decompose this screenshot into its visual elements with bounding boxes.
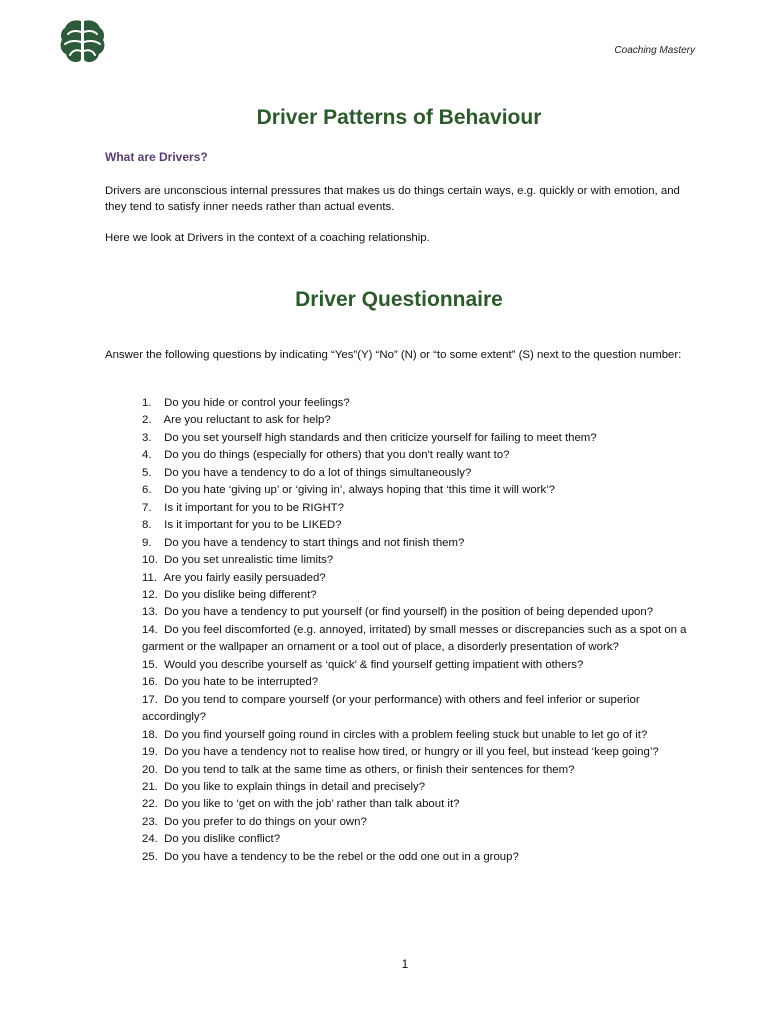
- question-item: [142, 762, 697, 779]
- question-item: [142, 604, 697, 621]
- question-item: [142, 482, 697, 499]
- header-brand-text: Coaching Mastery: [614, 45, 695, 56]
- question-text: Are you fairly easily persuaded?: [163, 571, 326, 584]
- question-text: Do you dislike being different?: [164, 588, 317, 601]
- question-text: Do you dislike conflict?: [164, 833, 281, 846]
- question-number: 1.: [142, 397, 152, 409]
- question-item: [142, 831, 697, 848]
- question-number: 21.: [142, 780, 158, 793]
- question-number: 14.: [142, 623, 158, 636]
- question-number: 24.: [142, 833, 158, 846]
- question-item: [142, 447, 697, 464]
- question-item: [142, 779, 697, 796]
- question-text: Do you have a tendency to do a lot of things simultaneously?: [164, 466, 472, 479]
- question-number: 2.: [142, 414, 152, 427]
- question-text: Do you tend to talk at the same time as others, or finish their sentences for them?: [164, 763, 575, 776]
- question-number: 17.: [142, 693, 158, 706]
- question-item: [142, 552, 697, 569]
- question-number: 11.: [142, 571, 157, 584]
- question-text: Do you tend to compare yourself (or your performance) with others and feel inferior or superior accordingly?: [142, 693, 640, 724]
- question-number: 15.: [142, 658, 158, 671]
- question-text: Do you set yourself high standards and then criticize yourself for failing to meet them?: [164, 431, 597, 444]
- question-item: [142, 465, 697, 482]
- question-text: Do you hate ‘giving up’ or ‘giving in’, always hoping that ‘this time it will work’?: [164, 484, 556, 497]
- question-number: 13.: [142, 606, 158, 619]
- question-item: [142, 796, 697, 813]
- question-text: Do you like to explain things in detail and precisely?: [164, 780, 426, 793]
- questionnaire-title: Driver Questionnaire: [295, 288, 503, 311]
- question-number: 6.: [142, 484, 152, 497]
- question-number: 22.: [142, 798, 158, 811]
- question-number: 19.: [142, 746, 158, 759]
- page-number: 1: [401, 957, 409, 971]
- question-item: [142, 727, 697, 744]
- question-item: [142, 849, 697, 866]
- page-title: Driver Patterns of Behaviour: [256, 106, 542, 129]
- question-number: 3.: [142, 431, 152, 444]
- question-text: Do you have a tendency to put yourself (or find yourself) in the position of being depended upon?: [164, 606, 654, 619]
- question-text: Do you like to ‘get on with the job’ rather than talk about it?: [164, 798, 460, 811]
- question-text: Is it important for you to be LIKED?: [164, 519, 342, 532]
- question-text: Do you have a tendency to start things and not finish them?: [164, 536, 465, 549]
- question-item: [142, 395, 697, 412]
- question-number: 5.: [142, 466, 152, 479]
- question-item: [142, 587, 697, 604]
- question-number: 18.: [142, 728, 158, 741]
- question-number: 7.: [142, 501, 152, 514]
- question-number: 8.: [142, 519, 152, 532]
- question-text: Is it important for you to be RIGHT?: [164, 501, 344, 514]
- question-text: Do you find yourself going round in circles with a problem feeling stuck but unable to let go of it?: [164, 728, 648, 741]
- question-item: [142, 657, 697, 674]
- drivers-definition-paragraph: Drivers are unconscious internal pressures that makes us do things certain ways, e.g. quickly or with emotion, and they tend to satisfy inner needs rather than actual events.: [105, 185, 680, 213]
- question-number: 4.: [142, 449, 152, 462]
- question-item: [142, 430, 697, 447]
- question-number: 20.: [142, 763, 158, 776]
- question-item: [142, 814, 697, 831]
- question-item: [142, 674, 697, 691]
- question-text: Do you hide or control your feelings?: [164, 397, 350, 409]
- question-text: Are you reluctant to ask for help?: [163, 414, 331, 427]
- question-item: [142, 744, 697, 761]
- questionnaire-instructions: Answer the following questions by indicating “Yes”(Y) “No” (N) or “to some extent” (S) next to the question number:: [105, 349, 682, 361]
- question-text: Would you describe yourself as ‘quick’ & find yourself getting impatient with others?: [164, 658, 584, 671]
- question-text: Do you feel discomforted (e.g. annoyed, irritated) by small messes or discrepancies such as a spot on a garment or the wallpaper an ornament or a tool out of place, a disorderly presentation of work?: [142, 623, 687, 654]
- question-text: Do you hate to be interrupted?: [164, 676, 319, 689]
- question-number: 10.: [142, 554, 158, 567]
- question-item: [142, 500, 697, 517]
- question-number: 23.: [142, 815, 158, 828]
- question-list: [142, 395, 697, 866]
- question-text: Do you prefer to do things on your own?: [164, 815, 367, 828]
- section-heading-what-are-drivers: What are Drivers?: [105, 150, 208, 164]
- question-number: 16.: [142, 676, 158, 689]
- question-text: Do you do things (especially for others) that you don't really want to?: [164, 449, 510, 462]
- question-item: [142, 412, 697, 429]
- question-item: [142, 570, 697, 587]
- question-item: [142, 535, 697, 552]
- question-number: 25.: [142, 850, 158, 863]
- question-item: [142, 622, 697, 657]
- question-item: [142, 692, 697, 727]
- question-text: Do you have a tendency to be the rebel or the odd one out in a group?: [164, 850, 519, 863]
- question-text: Do you have a tendency not to realise how tired, or hungry or ill you feel, but instead ‘keep going’?: [164, 746, 659, 759]
- question-number: 9.: [142, 536, 152, 549]
- drivers-context-paragraph: Here we look at Drivers in the context of a coaching relationship.: [105, 232, 430, 244]
- question-item: [142, 517, 697, 534]
- brain-icon: [59, 18, 106, 64]
- question-text: Do you set unrealistic time limits?: [164, 554, 334, 567]
- question-number: 12.: [142, 588, 158, 601]
